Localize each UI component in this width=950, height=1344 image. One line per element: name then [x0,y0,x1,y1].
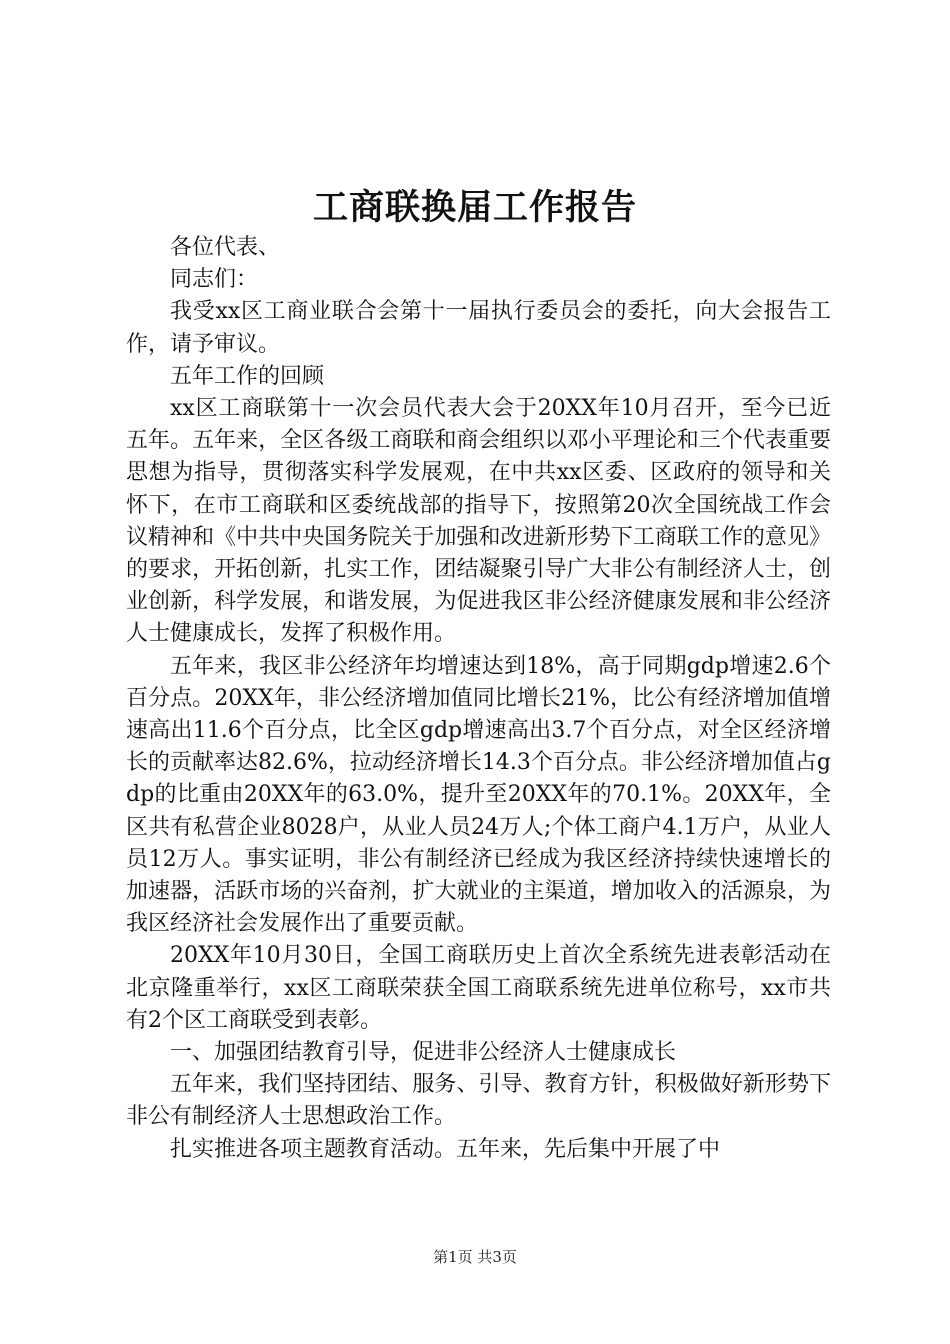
salutation-line-1: 各位代表、 [170,235,281,260]
document-body [126,232,831,1166]
salutation-line-2: 同志们： [170,267,259,293]
body-paragraph: 五年来，我们坚持团结、服务、引导、教育方针，积极做好新形势下非公有制经济人士思想政治工作。 [126,1072,831,1130]
document-title: 工商联换届工作报告 [312,187,637,228]
page-number: 第1页 共3页 [433,1248,517,1266]
section-heading: 一、加强团结教育引导，促进非公经济人士健康成长 [170,1040,677,1066]
section-heading: 五年工作的回顾 [170,363,325,389]
body-paragraph: 扎实推进各项主题教育活动。五年来，先后集中开展了中 [170,1136,721,1162]
body-paragraph: 20XX年10月30日，全国工商联历史上首次全系统先进表彰活动在北京隆重举行，xx区工商联荣获全国工商联系统先进单位称号，xx市共有2个区工商联受到表彰。 [126,943,831,1033]
body-paragraph: 五年来，我区非公经济年均增速达到18%，高于同期gdp增速2.6个百分点。20XX年，非公经济增加值同比增长21%，比公有经济增加值增速高出11.6个百分点，比全区gdp增速高出3.7个百分点，对全区经济增长的贡献率达82.6%，拉动经济增长14.3个百分点。非公经济增加值占gdp的比重由20XX年的63.0%，提升至20XX年的70.1%。20XX年，全区共有私营企业8028户，从业人员24万人;个体工商户4.1万户，从业人员12万人。事实证明，非公有制经济已经成为我区经济持续快速增长的加速器，活跃市场的兴奋剂，扩大就业的主渠道，增加收入的活源泉，为我区经济社会发展作出了重要贡献。 [126,653,831,937]
body-paragraph: 我受xx区工商业联合会第十一届执行委员会的委托，向大会报告工作，请予审议。 [126,299,831,357]
body-paragraph: xx区工商联第十一次会员代表大会于20XX年10月召开，至今已近五年。五年来，全区各级工商联和商会组织以邓小平理论和三个代表重要思想为指导，贯彻落实科学发展观，在中共xx区委、区政府的领导和关怀下，在市工商联和区委统战部的指导下，按照第20次全国统战工作会议精神和《中共中央国务院关于加强和改进新形势下工商联工作的意见》的要求，开拓创新，扎实工作，团结凝聚引导广大非公有制经济人士，创业创新，科学发展，和谐发展，为促进我区非公经济健康发展和非公经济人士健康成长，发挥了积极作用。 [126,396,831,647]
